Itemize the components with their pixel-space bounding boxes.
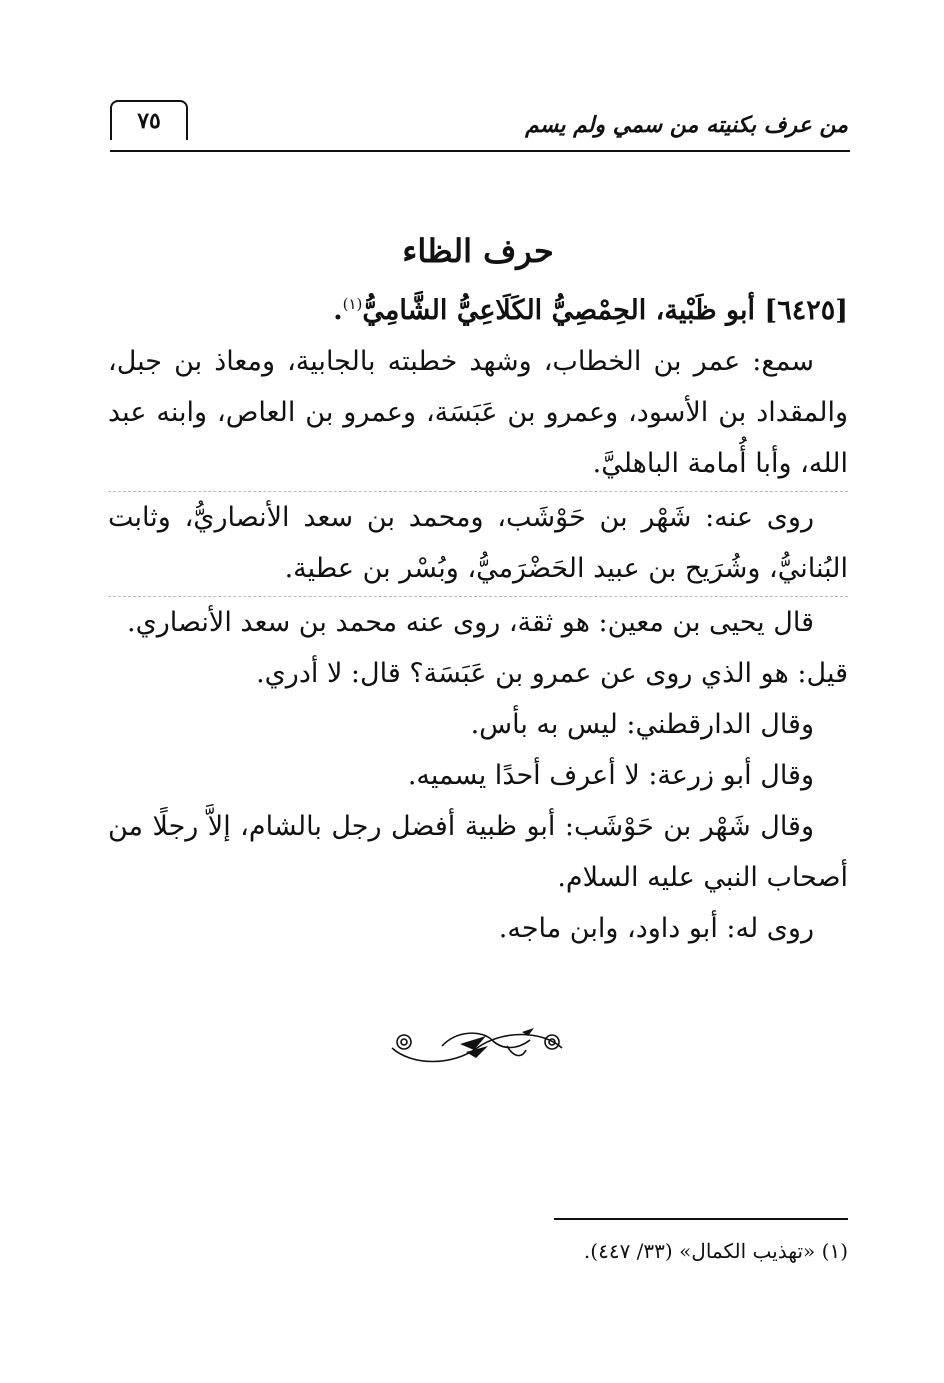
footnote-rule [554, 1218, 848, 1220]
paragraph: وقال أبو زرعة: لا أعرف أحدًا يسميه. [407, 760, 814, 791]
floral-divider-ornament-icon [382, 1016, 572, 1076]
entry-number: [٦٤٢٥] [764, 295, 848, 326]
paragraph: قال يحيى بن معين: هو ثقة، روى عنه محمد بن سعد الأنصاري. [127, 607, 814, 638]
entry-end-mark: . [333, 295, 343, 326]
page-number: ٧٥ [110, 100, 188, 140]
entry-name: أبو ظَبْية، الحِمْصِيُّ الكَلَاعِيُّ الشَّامِيُّ [362, 295, 756, 326]
paragraph: قيل: هو الذي روى عن عمرو بن عَبَسَة؟ قال: لا أدري. [256, 658, 848, 689]
running-title: من عرف بكنيته من سمي ولم يسم [525, 112, 848, 138]
paragraph: روى له: أبو داود، وابن ماجه. [498, 913, 814, 944]
paragraph: وقال شَهْر بن حَوْشَب: أبو ظبية أفضل رجل بالشام، إلاَّ رجلًا من أصحاب النبي عليه السلام. [108, 811, 848, 893]
main-text [108, 225, 848, 954]
entry-heading [108, 279, 848, 336]
header-rule [110, 150, 850, 152]
section-title: حرف الظاء [402, 232, 554, 270]
paragraph: وقال الدارقطني: ليس به بأس. [470, 709, 814, 740]
footnote-reference[interactable]: (١) [342, 295, 363, 313]
footnote: (١) «تهذيب الكمال» (٣٣/ ٤٤٧). [583, 1239, 848, 1263]
paragraph-list [108, 336, 848, 954]
paragraph: روى عنه: شَهْر بن حَوْشَب، ومحمد بن سعد الأنصاريُّ، وثابت البُنانيُّ، وشُرَيح بن عبيد الحَضْرَميُّ، وبُسْر بن عطية. [108, 502, 848, 584]
paragraph: سمع: عمر بن الخطاب، وشهد خطبته بالجابية، ومعاذ بن جبل، والمقداد بن الأسود، وعمرو بن عَبَسَة، وعمرو بن العاص، وابنه عبد الله، وأبا أُمامة الباهليَّ. [108, 346, 848, 479]
